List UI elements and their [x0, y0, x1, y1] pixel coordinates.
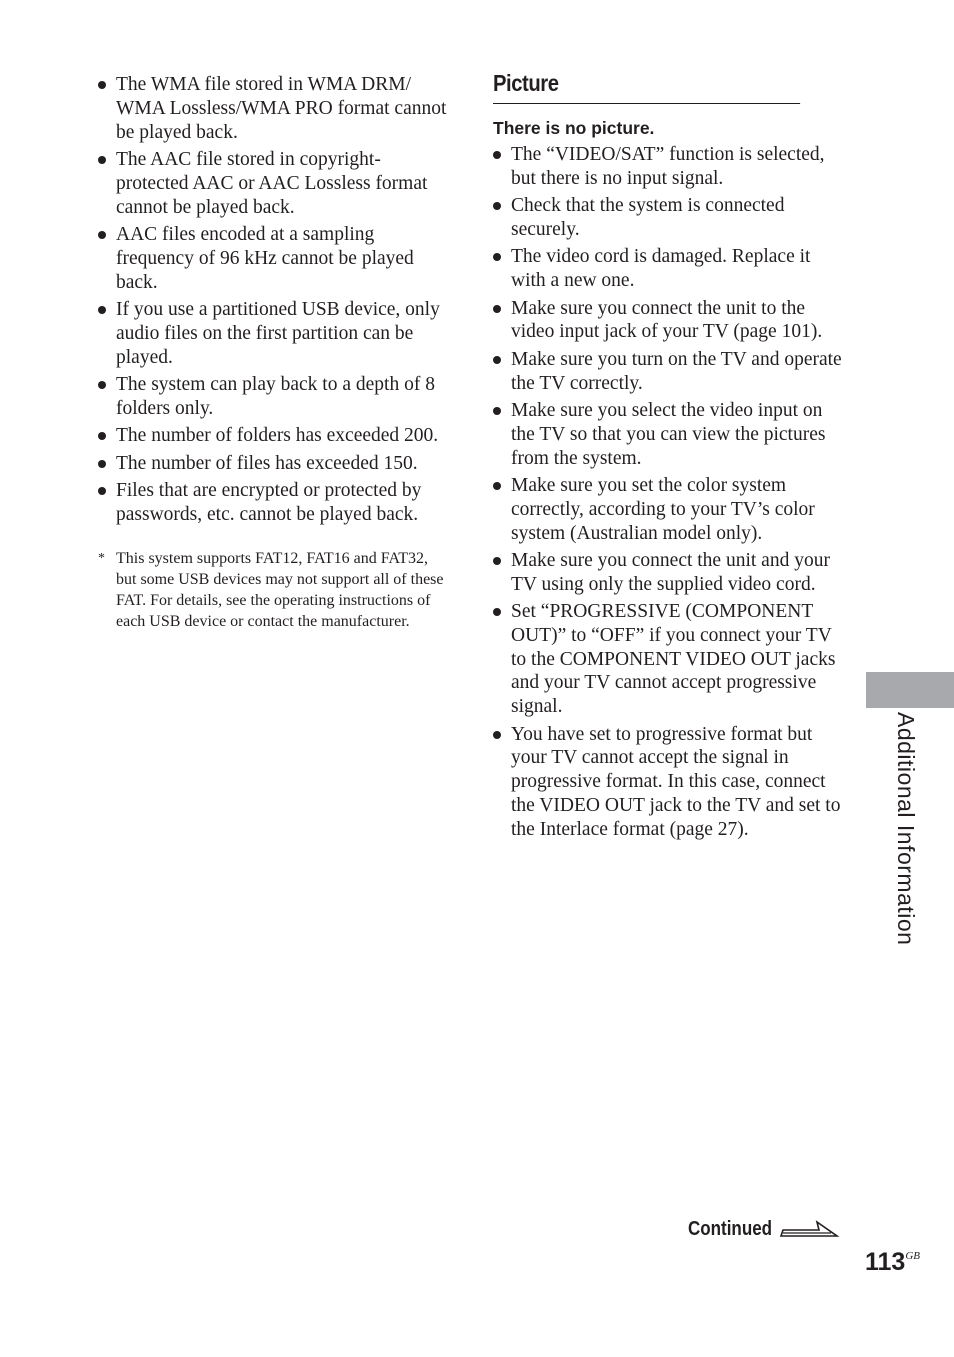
- list-item: The system can play back to a depth of 8 folders only.: [98, 373, 450, 421]
- side-section-label: [893, 712, 919, 982]
- bullet-icon: [98, 460, 106, 468]
- bullet-icon: [493, 608, 501, 616]
- list-item: The video cord is damaged. Replace it with a new one.: [493, 245, 845, 293]
- section-tab: [866, 672, 954, 708]
- bullet-icon: [98, 81, 106, 89]
- bullet-icon: [98, 487, 106, 495]
- list-item: The WMA file stored in WMA DRM/ WMA Lossless/WMA PRO format cannot be played back.: [98, 73, 450, 144]
- continued-arrow-icon: [779, 1219, 843, 1241]
- page-number: $113^{GB}$: [865, 1248, 921, 1276]
- bullet-icon: [493, 202, 501, 210]
- list-item: Make sure you connect the unit to the video input jack of your TV (page 101).: [493, 297, 845, 345]
- list-item: The number of files has exceeded 150.: [98, 452, 450, 476]
- footnote-text: This system supports FAT12, FAT16 and FAT32, but some USB devices may not support all of these FAT. For details, see the operating instructions of each USB device or contact the manufacturer.: [116, 549, 444, 630]
- right-bullet-list: [493, 143, 845, 842]
- bullet-icon: [493, 151, 501, 159]
- continued-label: Continued: [688, 1218, 773, 1240]
- bullet-icon: [493, 356, 501, 364]
- bullet-icon: [98, 381, 106, 389]
- bullet-icon: [493, 557, 501, 565]
- footnote-mark: *: [98, 550, 105, 566]
- list-item: Make sure you turn on the TV and operate the TV correctly.: [493, 348, 845, 396]
- list-item: Make sure you select the video input on the TV so that you can view the pictures from the system.: [493, 399, 845, 470]
- list-item: The number of folders has exceeded 200.: [98, 424, 450, 448]
- bullet-icon: [493, 253, 501, 261]
- list-item: Set “PROGRESSIVE (COMPONENT OUT)” to “OFF” if you connect your TV to the COMPONENT VIDEO OUT jacks and your TV cannot accept progressive signal.: [493, 600, 845, 719]
- right-column: [493, 70, 845, 845]
- page-number-suffix: GB: [905, 1250, 921, 1262]
- bullet-icon: [98, 231, 106, 239]
- continued-indicator: [688, 1218, 843, 1241]
- list-item: The AAC file stored in copyright-protected AAC or AAC Lossless format cannot be played back.: [98, 148, 450, 219]
- bullet-icon: [493, 482, 501, 490]
- list-item: AAC files encoded at a sampling frequency of 96 kHz cannot be played back.: [98, 223, 450, 294]
- list-item: You have set to progressive format but your TV cannot accept the signal in progressive format. In this case, connect the VIDEO OUT jack to the TV and set to the Interlace format (page 27).: [493, 723, 845, 842]
- footnote: [98, 548, 450, 632]
- bullet-icon: [98, 432, 106, 440]
- left-bullet-list: [98, 73, 450, 527]
- list-item: The “VIDEO/SAT” function is selected, but there is no input signal.: [493, 143, 845, 191]
- bullet-icon: [493, 305, 501, 313]
- left-column: [98, 73, 450, 632]
- list-item: Check that the system is connected securely.: [493, 194, 845, 242]
- list-item: Make sure you connect the unit and your TV using only the supplied video cord.: [493, 549, 845, 597]
- subheading: There is no picture.: [493, 118, 655, 138]
- side-section-label-text: Additional Information: [893, 712, 919, 946]
- bullet-icon: [493, 407, 501, 415]
- bullet-icon: [493, 731, 501, 739]
- list-item: Files that are encrypted or protected by passwords, etc. cannot be played back.: [98, 479, 450, 527]
- bullet-icon: [98, 306, 106, 314]
- section-title: Picture: [493, 70, 800, 104]
- list-item: Make sure you set the color system correctly, according to your TV’s color system (Australian model only).: [493, 474, 845, 545]
- list-item: If you use a partitioned USB device, only audio files on the first partition can be played.: [98, 298, 450, 369]
- bullet-icon: [98, 156, 106, 164]
